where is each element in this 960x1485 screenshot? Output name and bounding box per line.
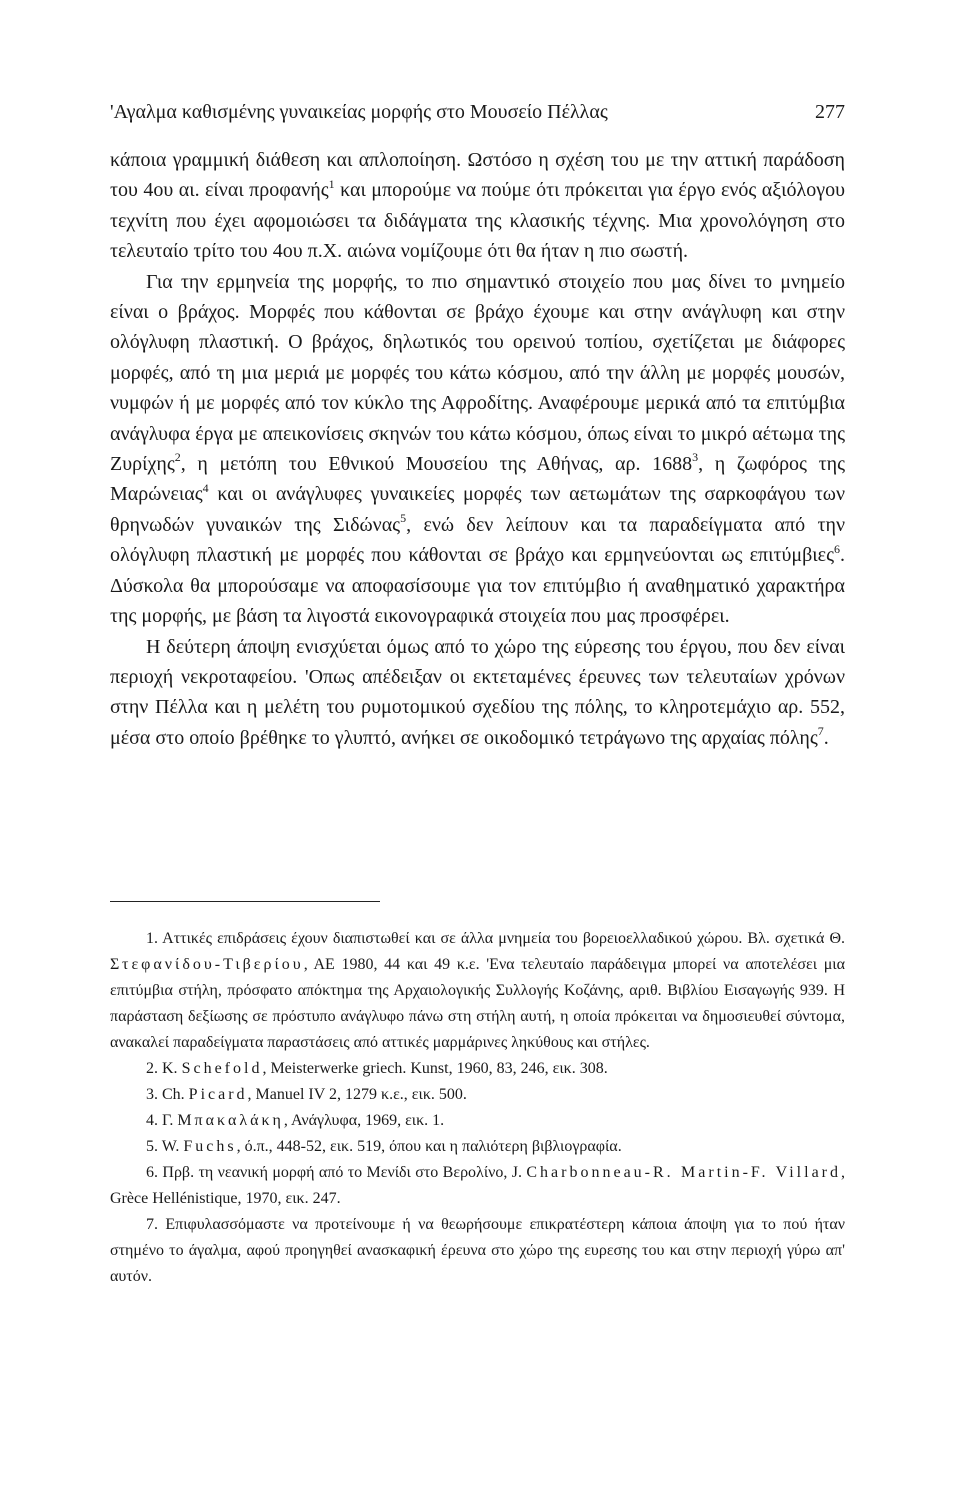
running-header — [110, 92, 845, 132]
footnote-7 — [110, 1212, 845, 1290]
text-run: . Δύσκολα θα μπορούσαμε να αποφασίσουμε για τον επιτύμβιο ή αναθηματικό χαρακτήρα της μορφής, με βάση τα λιγοστά εικονογραφικά στοιχεία που μας προσφέρει. — [110, 544, 845, 628]
footnote-2 — [110, 1056, 845, 1082]
page-number: 277 — [815, 101, 845, 123]
footnote-ref-1[interactable]: 1 — [328, 176, 335, 191]
footnote-3 — [110, 1082, 845, 1108]
running-title: 'Αγαλμα καθισμένης γυναικείας μορφής στο Μουσείο Πέλλας — [110, 101, 608, 123]
text-run: , Manuel IV 2, 1279 κ.ε., εικ. 500. — [247, 1086, 467, 1103]
author-name: Στεφανίδου-Τιβερίου — [110, 956, 304, 973]
author-name: Μπακαλάκη — [177, 1112, 284, 1129]
text-run: . — [823, 726, 829, 749]
text-run: κάποια γραμμική διάθεση και απλοποίηση. Ωστόσο η σχέση του με την αττική παράδοση του 4ου αι. είναι προφανής — [110, 149, 845, 202]
text-run: , Grèce Hellénistique, 1970, εικ. 247. — [110, 1164, 845, 1207]
text-run: 4. Γ. — [146, 1112, 178, 1129]
text-run: 5. W. — [146, 1138, 184, 1155]
footnotes — [110, 926, 845, 1290]
footnote-4 — [110, 1108, 845, 1134]
text-run: 1. Αττικές επιδράσεις έχουν διαπιστωθεί και σε άλλα μνημεία του βορειοελλαδικού χώρου. Βλ. σχετικά Θ. — [146, 930, 845, 947]
paragraph-1 — [110, 145, 845, 267]
text-run: , η μετόπη του Εθνικού Μουσείου της Αθήνας, αρ. 1688 — [180, 453, 693, 476]
text-run: και μπορούμε να πούμε ότι πρόκειται για έργο ενός αξιόλογου τεχνίτη που έχει αφομοιώσει τα διδάγματα της κλασικής τέχνης. Μια χρονολόγηση στο τελευταίο τρίτο του 4ου π.Χ. αιώνα νομίζουμε ότι θα ήταν η πιο σωστή. — [110, 179, 845, 263]
footnote-1 — [110, 926, 845, 1056]
author-name: Charbonneau-R. Martin-F. Villard — [526, 1164, 841, 1181]
text-run: 7. Επιφυλασσόμαστε να προτείνουμε ή να θεωρήσουμε επικρατέστερη κάποια άποψη για το πού ήταν στημένο το άγαλμα, αφού προηγηθεί ανασκαφική έρευνα στο χώρο της ευρεσης του και στην περιοχή γύρω απ' αυτόν. — [110, 1216, 845, 1285]
text-run: , Ανάγλυφα, 1969, εικ. 1. — [283, 1112, 445, 1129]
text-run: Η δεύτερη άποψη ενισχύεται όμως από το χώρο της εύρεσης του έργου, που δεν είναι περιοχή νεκροταφείου. 'Οπως απέδειξαν οι εκτεταμένες έρευνες των τελευταίων χρόνων στην Πέλλα και η μελέτη του ρυμοτομικού σχεδίου της πόλης, το κληροτεμάχιο αρ. 552, μέσα στο οποίο βρέθηκε το γλυπτό, ανήκει σε οικοδομικό τετράγωνο της αρχαίας πόλης — [110, 635, 845, 749]
text-run: , ό.π., 448-52, εικ. 519, όπου και η παλιότερη βιβλιογραφία. — [236, 1138, 622, 1155]
footnote-ref-6[interactable]: 6 — [834, 541, 840, 556]
footnote-ref-3[interactable]: 3 — [692, 450, 699, 465]
text-run: , ενώ δεν λείπουν και τα παραδείγματα από την ολόγλυφη πλαστική με μορφές που κάθονται σε βράχο και ερμηνεύονται ως επιτύμβιες — [110, 513, 846, 567]
footnote-5 — [110, 1134, 845, 1160]
text-run: Για την ερμηνεία της μορφής, το πιο σημαντικό στοιχείο που μας δίνει το μνημείο είναι ο βράχος. Μορφές που κάθονται σε βράχο έχουμε και στην ανάγλυφη και στην ολόγλυφη πλαστική. Ο βράχος, δηλωτικός του ορεινού τοπίου, σχετίζεται με διάφορες μορφές, από τη μια μεριά με μορφές του κάτω κόσμου, από την άλλη με μορφές μουσών, νυμφών ή με μορφές από τον κύκλο της Αφροδίτης. Αναφέρουμε μερικά από τα επιτύμβια ανάγλυφα έργα με απεικονίσεις σκηνών του κάτω κόσμου, όπως είναι το μικρό αέτωμα της Ζυρίχης — [110, 270, 845, 476]
footnote-ref-5[interactable]: 5 — [400, 511, 407, 526]
author-name: Picard — [188, 1086, 248, 1103]
main-text — [110, 145, 845, 753]
author-name: Schefold — [181, 1060, 263, 1077]
footnote-6 — [110, 1160, 845, 1212]
text-run: 6. Πρβ. τη νεανική μορφή από το Μενίδι στο Βερολίνο, J. — [146, 1164, 527, 1181]
author-name: Fuchs — [183, 1138, 237, 1155]
text-run: , Meisterwerke griech. Kunst, 1960, 83, 246, εικ. 308. — [262, 1060, 608, 1077]
paragraph-2 — [110, 267, 845, 632]
text-run: 2. K. — [146, 1060, 182, 1077]
footnote-divider — [110, 901, 380, 902]
text-run: 3. Ch. — [146, 1086, 189, 1103]
footnote-ref-4[interactable]: 4 — [202, 480, 209, 495]
text-run: , ΑΕ 1980, 44 και 49 κ.ε. 'Ενα τελευταίο παράδειγμα μπορεί να αποτελέσει μια επιτύμβια στήλη, πρόσφατο απόκτημα της Αρχαιολογικής Συλλογής Κοζάνης, αριθ. Βιβλίου Εισαγωγής 939. Η παράσταση δεξίωσης σε πρόστυπο ανάγλυφο πάνω στη στήλη αυτή, η οποία πρόκειται να δημοσιευθεί σύντομα, ανακαλεί παραδείγματα παραστάσεις από αττικές μαρμάρινες ληκύθους και στήλες. — [110, 956, 845, 1051]
text-run: και οι ανάγλυφες γυναικείες μορφές των αετωμάτων της σαρκοφάγου των θρηνωδών γυναικών της Σιδώνας — [110, 483, 845, 536]
paragraph-3 — [110, 632, 845, 754]
text-run: , η ζωφόρος της Μαρώνειας — [110, 453, 846, 506]
footnote-ref-7[interactable]: 7 — [817, 724, 824, 739]
footnote-ref-2[interactable]: 2 — [174, 450, 181, 465]
